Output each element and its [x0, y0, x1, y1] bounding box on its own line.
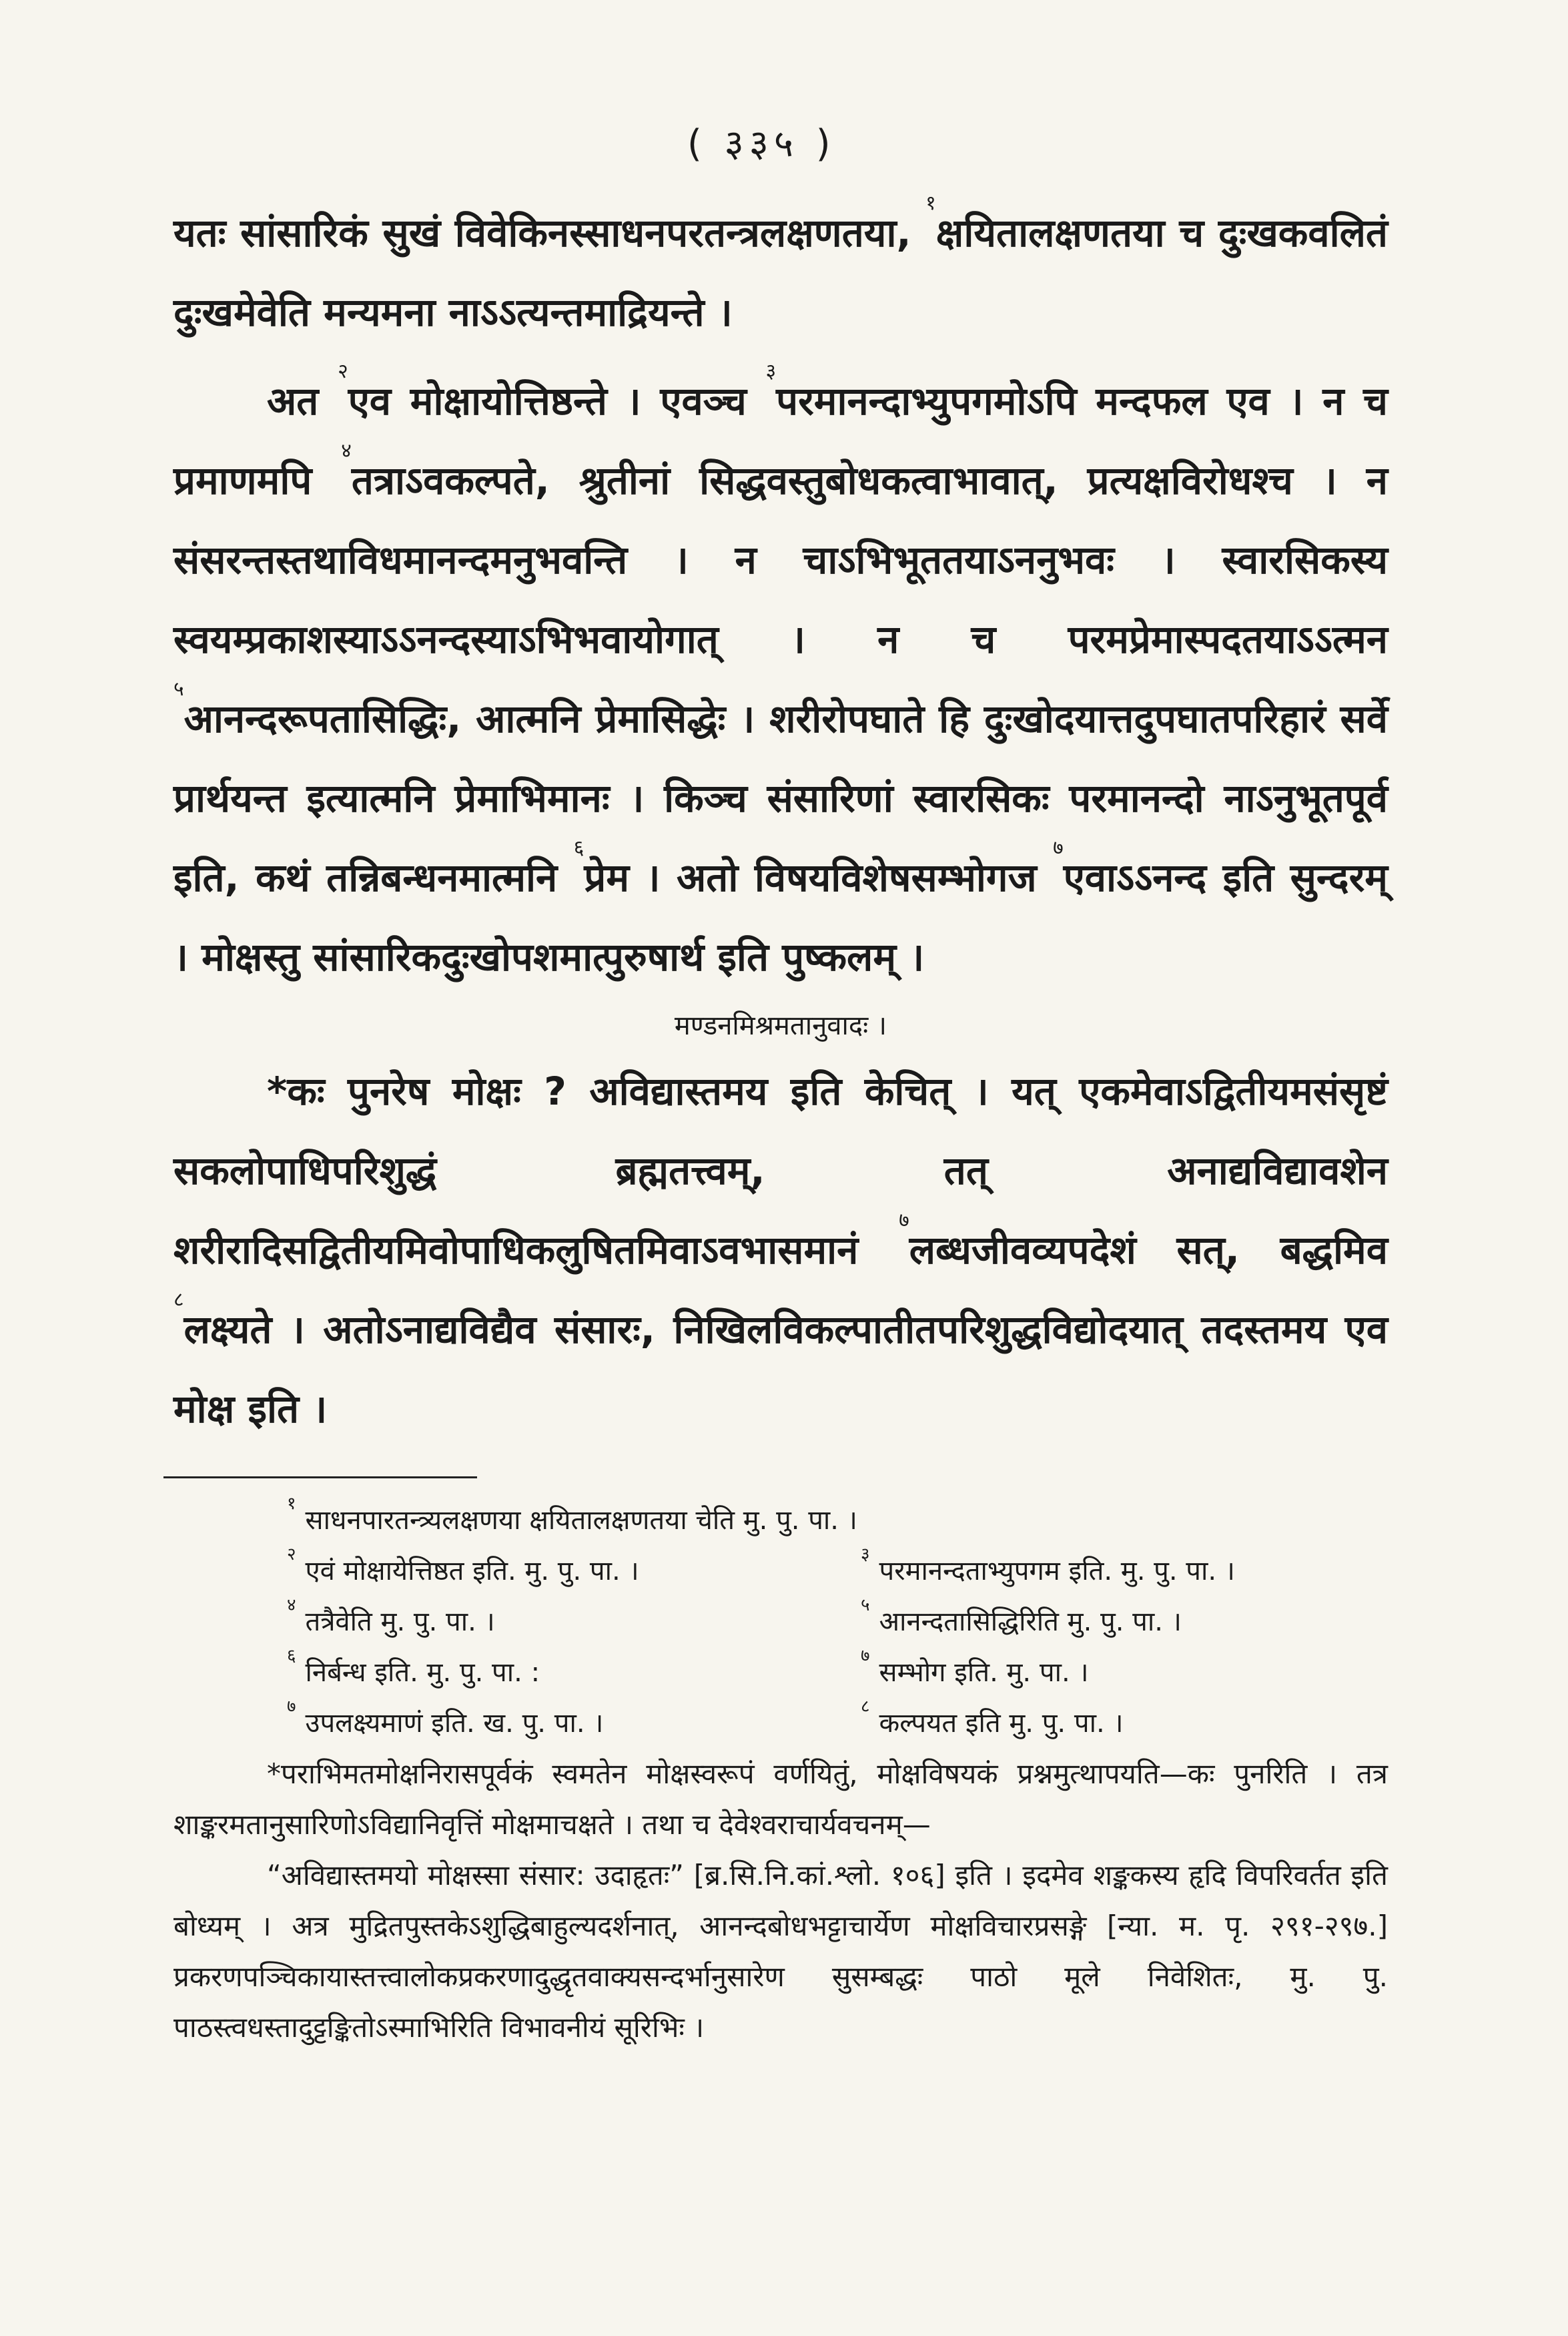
- paragraph-2-text-e: आनन्दरूपतासिद्धिः, आत्मनि प्रेमासिद्धेः । शरीरोपघाते हि दुःखोदयात्तदुपघातपरिहारं सर्वे प्रार्थयन्त इत्यात्मनि प्रेमाभिमानः । किञ्च संसारिणां स्वारसिकः परमानन्दो नाऽनुभूतपूर्व इति, कथं तन्निबन्धनमात्मनि: [173, 696, 1388, 900]
- footnote-row: [287, 1596, 1388, 1647]
- footnote-4: [287, 1596, 861, 1647]
- footnote-ref-7b: ७: [899, 1209, 909, 1232]
- footnote-ref-2: २: [338, 360, 348, 383]
- footnote-number: ५: [861, 1595, 870, 1615]
- footnote-text: तत्रैवेति मु. पु. पा. ।: [305, 1607, 495, 1637]
- footnote-text: निर्बन्ध इति. मु. पु. पा. :: [305, 1657, 540, 1688]
- footnote-text: परमानन्दताभ्युपगम इति. मु. पु. पा. ।: [879, 1556, 1235, 1586]
- footnote-7: [861, 1647, 1388, 1698]
- editorial-note-1: *पराभिमतमोक्षनिरासपूर्वकं स्वमतेन मोक्षस्वरूपं वर्णयितुं, मोक्षविषयकं प्रश्नमुत्थापयति—कः पुनरिति । तत्र शाङ्करमतानुसारिणोऽविद्यानिवृत्तिं मोक्षमाचक्षते । तथा च देवेश्वराचार्यवचनम्—: [173, 1757, 1388, 1841]
- footnote-ref-4: ४: [341, 439, 352, 463]
- footnote-6: [287, 1647, 861, 1698]
- footnote-text: कल्पयत इति मु. पु. पा. ।: [879, 1708, 1124, 1739]
- editorial-notes: [173, 1749, 1388, 2053]
- footnote-ref-8: ८: [173, 1288, 184, 1311]
- footnote-row: [287, 1495, 1388, 1546]
- footnote-3: [861, 1546, 1388, 1596]
- footnote-row: [287, 1698, 1388, 1749]
- paragraph-1-text-a: यतः सांसारिकं सुखं विवेकिनस्साधनपरतन्त्रलक्षणतया,: [173, 210, 926, 256]
- footnote-divider: [163, 1476, 477, 1478]
- paragraph-2-text-f: प्रेम । अतो विषयविशेषसम्भोगज: [584, 855, 1037, 900]
- footnote-number: ६: [287, 1646, 296, 1666]
- section-heading: मण्डनमिश्रमतानुवादः ।: [674, 1010, 887, 1041]
- main-text: [173, 194, 1388, 1449]
- paragraph-2-text-b: एव मोक्षायोत्तिष्ठन्ते । एवञ्च: [348, 378, 747, 424]
- paragraph-3-text-b: लब्धजीवव्यपदेशं सत्, बद्धमिव: [909, 1227, 1388, 1273]
- paragraph-2-text-g: एवाऽऽनन्द इति सुन्दरम् । मोक्षस्तु सांसारिकदुःखोपशमात्पुरुषार्थ इति पुष्कलम् ।: [173, 855, 1388, 980]
- footnote-ref-1: १: [925, 192, 936, 215]
- footnotes: [287, 1495, 1388, 1749]
- footnote-text: सम्भोग इति. मु. पा. ।: [879, 1657, 1089, 1688]
- paragraph-2: [173, 362, 1388, 997]
- paragraph-1-text-b: क्षयितालक्षणतया च दुःखकवलितं दुःखमेवेति मन्यमना नाऽऽत्यन्तमाद्रियन्ते ।: [173, 210, 1388, 335]
- footnote-row: [287, 1647, 1388, 1698]
- footnote-ref-5: ५: [173, 677, 184, 701]
- footnote-number: ३: [861, 1544, 870, 1564]
- footnote-number: १: [287, 1494, 296, 1514]
- footnote-ref-3: ३: [765, 360, 777, 383]
- editorial-note-2: “अविद्यास्तमयो मोक्षस्सा संसार: उदाहृतः” [ब्र.सि.नि.कां.श्लो. १०६] इति । इदमेव शङ्ककस्य हृदि विपरिवर्तत इति बोध्यम् । अत्र मुद्रितपुस्तकेऽशुद्धिबाहुल्यदर्शनात्, आनन्दबोधभट्टाचार्येण मोक्षविचारप्रसङ्गे [न्या. म. पृ. २९१-२९७.] प्रकरणपञ्चिकायास्तत्त्वालोकप्रकरणादुद्धृतवाक्यसन्दर्भानुसारेण सुसम्बद्धः पाठो मूले निवेशितः, मु. पु. पाठस्त्वधस्तादुट्टङ्कितोऽस्माभिरिति विभावनीयं सूरिभिः ।: [173, 1859, 1388, 2044]
- footnote-8: [861, 1698, 1388, 1749]
- footnote-text: एवं मोक्षायेत्तिष्ठत इति. मु. पु. पा. ।: [305, 1556, 639, 1586]
- footnote-ref-7: ७: [1053, 836, 1064, 860]
- page-number: ( ३३५ ): [687, 122, 836, 166]
- paragraph-2-text-a: अत: [267, 378, 319, 424]
- footnote-text: आनन्दतासिद्धिरिति मु. पु. पा. ।: [879, 1607, 1182, 1637]
- footnote-2: [287, 1546, 861, 1596]
- footnote-number: ७: [861, 1646, 870, 1666]
- paragraph-3-text-a: *कः पुनरेष मोक्षः ? अविद्यास्तमय इति केचित् । यत् एकमेवाऽद्वितीयमसंसृष्टं सकलोपाधिपरिशुद्धं ब्रह्मतत्त्वम्, तत् अनाद्यविद्यावशेन शरीरादिसद्वितीयमिवोपाधिकलुषितमिवाऽवभासमानं: [173, 1069, 1388, 1273]
- footnote-number: ७: [287, 1697, 296, 1717]
- footnote-text: उपलक्ष्यमाणं इति. ख. पु. पा. ।: [305, 1708, 604, 1739]
- paragraph-2-text-c: परमानन्दाभ्युपगमोऽपि मन्दफल एव । न च प्रमाणमपि: [173, 378, 1388, 503]
- footnote-1: [287, 1495, 1388, 1546]
- footnote-row: [287, 1546, 1388, 1596]
- footnote-ref-6: ६: [573, 836, 584, 860]
- paragraph-1: [173, 194, 1388, 352]
- paragraph-2-text-d: तत्राऽवकल्पते, श्रुतीनां सिद्धवस्तुबोधकत्वाभावात्, प्रत्यक्षविरोधश्च । न संसरन्तस्तथाविधमानन्दमनुभवन्ति । न चाऽभिभूततयाऽननुभवः । स्वारसिकस्य स्वयम्प्रकाशस्याऽऽनन्दस्याऽभिभवायोगात् । न च परमप्रेमास्पदतयाऽऽत्मन: [173, 458, 1388, 662]
- footnote-number: ४: [287, 1595, 296, 1615]
- paragraph-3: [173, 1052, 1388, 1449]
- footnote-7b: [287, 1698, 861, 1749]
- paragraph-3-text-c: लक्ष्यते । अतोऽनाद्यविद्यैव संसारः, निखिलविकल्पातीतपरिशुद्धविद्योदयात् तदस्तमय एव मोक्ष इति ।: [173, 1307, 1388, 1432]
- footnote-number: ८: [861, 1697, 870, 1717]
- footnote-number: २: [287, 1544, 296, 1564]
- footnote-5: [861, 1596, 1388, 1647]
- footnote-text: साधनपारतन्त्र्यलक्षणया क्षयितालक्षणतया चेति मु. पु. पा. ।: [305, 1505, 857, 1536]
